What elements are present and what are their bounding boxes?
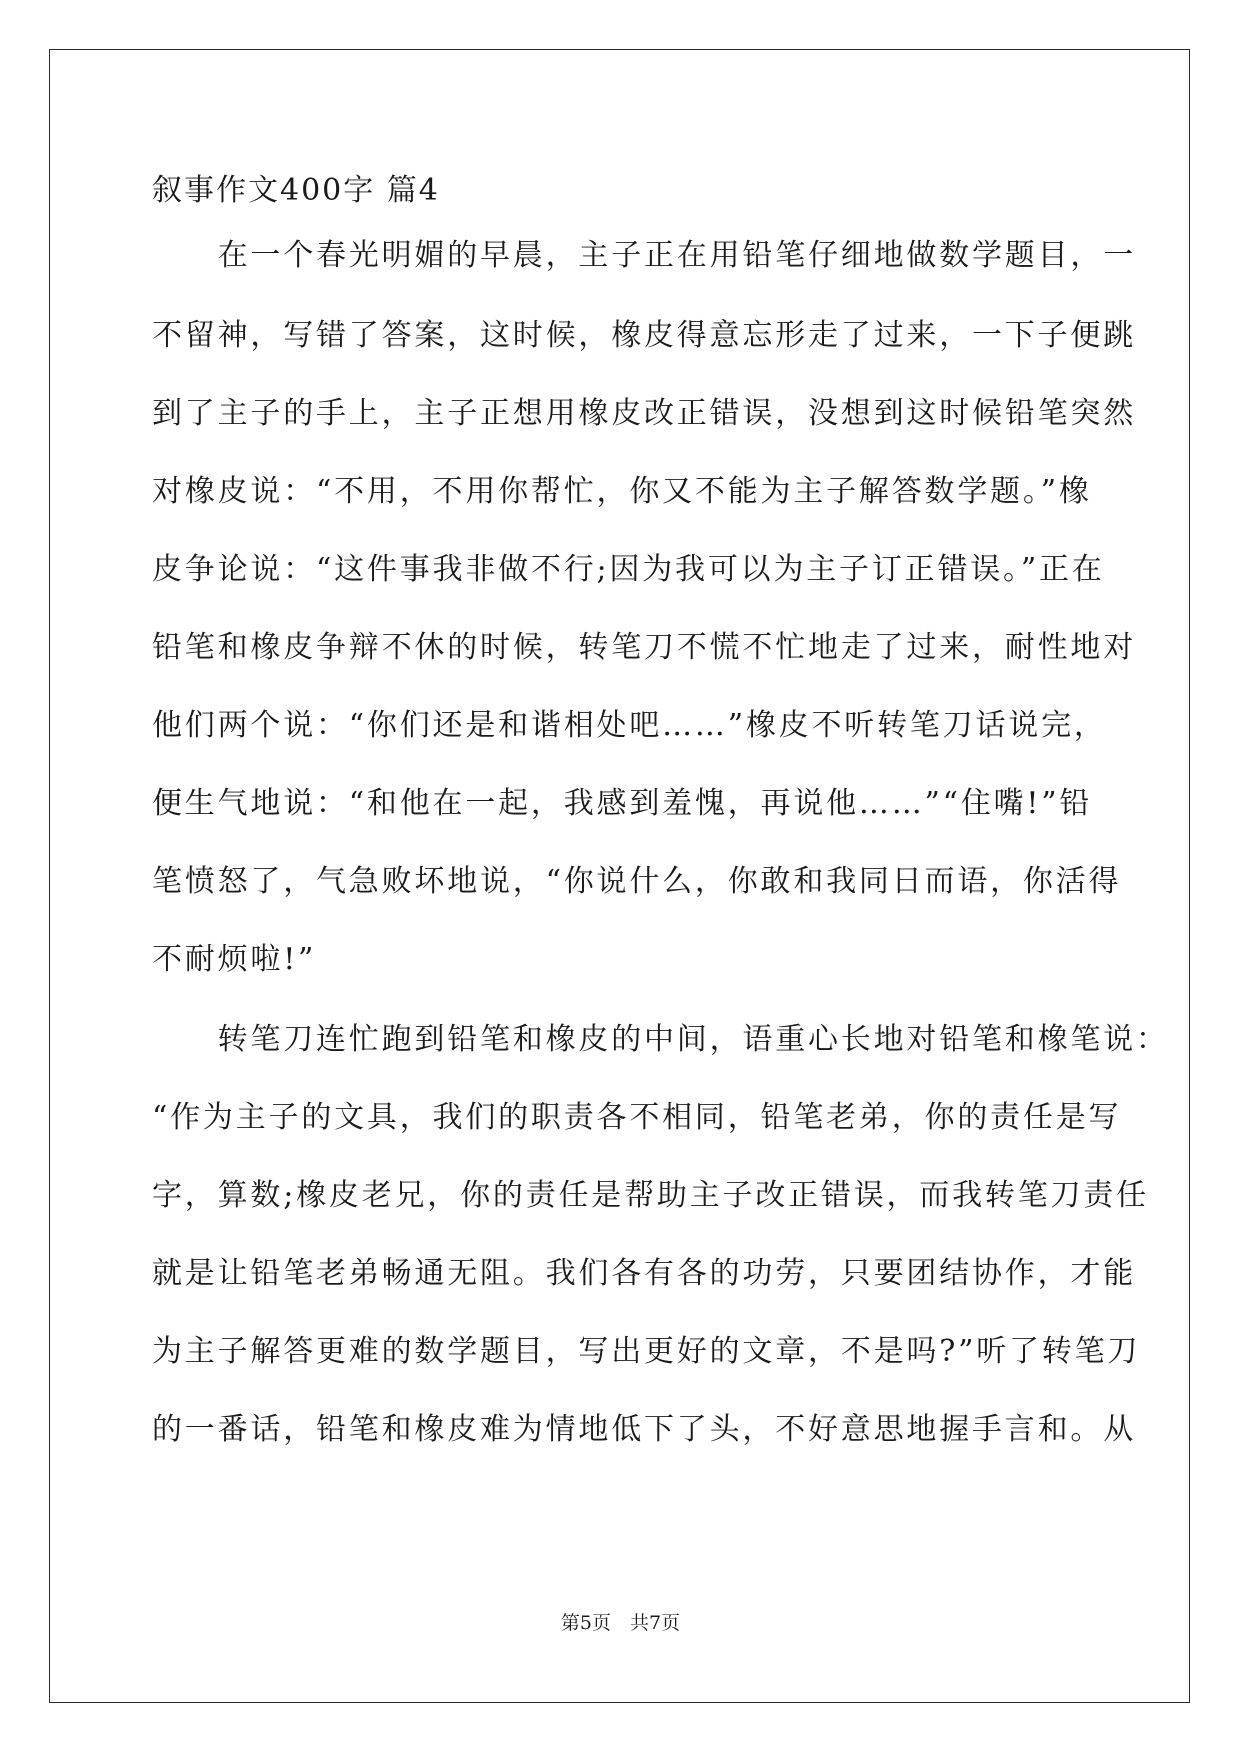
- body-line: 就是让铅笔老弟畅通无阻。我们各有各的功劳，只要团结协作，才能: [152, 1256, 1136, 1291]
- body-line: 对橡皮说：“不用，不用你帮忙，你又不能为主子解答数学题。”橡: [152, 474, 1092, 509]
- essay-title: 叙事作文400字 篇4: [152, 173, 440, 208]
- body-line: 的一番话，铅笔和橡皮难为情地低下了头，不好意思地握手言和。从: [152, 1412, 1136, 1447]
- page-number: 第5页 共7页: [560, 1612, 681, 1634]
- body-line: 铅笔和橡皮争辩不休的时候，转笔刀不慌不忙地走了过来，耐性地对: [152, 630, 1136, 665]
- body-line: 为主子解答更难的数学题目，写出更好的文章，不是吗?”听了转笔刀: [152, 1334, 1141, 1369]
- body-line: “作为主子的文具，我们的职责各不相同，铅笔老弟，你的责任是写: [152, 1100, 1122, 1135]
- body-line: 到了主子的手上，主子正想用橡皮改正错误，没想到这时候铅笔突然: [152, 396, 1136, 431]
- body-line: 转笔刀连忙跑到铅笔和橡皮的中间，语重心长地对铅笔和橡笔说：: [152, 1022, 1169, 1057]
- body-line: 便生气地说：“和他在一起，我感到羞愧，再说他……”“住嘴!”铅: [152, 786, 1093, 821]
- body-line: 他们两个说：“你们还是和谐相处吧……”橡皮不听转笔刀话说完，: [152, 708, 1107, 743]
- body-line: 字，算数;橡皮老兄，你的责任是帮助主子改正错误，而我转笔刀责任: [152, 1178, 1149, 1213]
- body-line: 不耐烦啦!”: [152, 942, 317, 977]
- body-line: 皮争论说：“这件事我非做不行;因为我可以为主子订正错误。”正在: [152, 552, 1105, 587]
- body-line: 在一个春光明媚的早晨，主子正在用铅笔仔细地做数学题目，一: [152, 238, 1136, 273]
- body-line: 笔愤怒了，气急败坏地说，“你说什么，你敢和我同日而语，你活得: [152, 864, 1122, 899]
- body-line: 不留神，写错了答案，这时候，橡皮得意忘形走了过来，一下子便跳: [152, 318, 1136, 353]
